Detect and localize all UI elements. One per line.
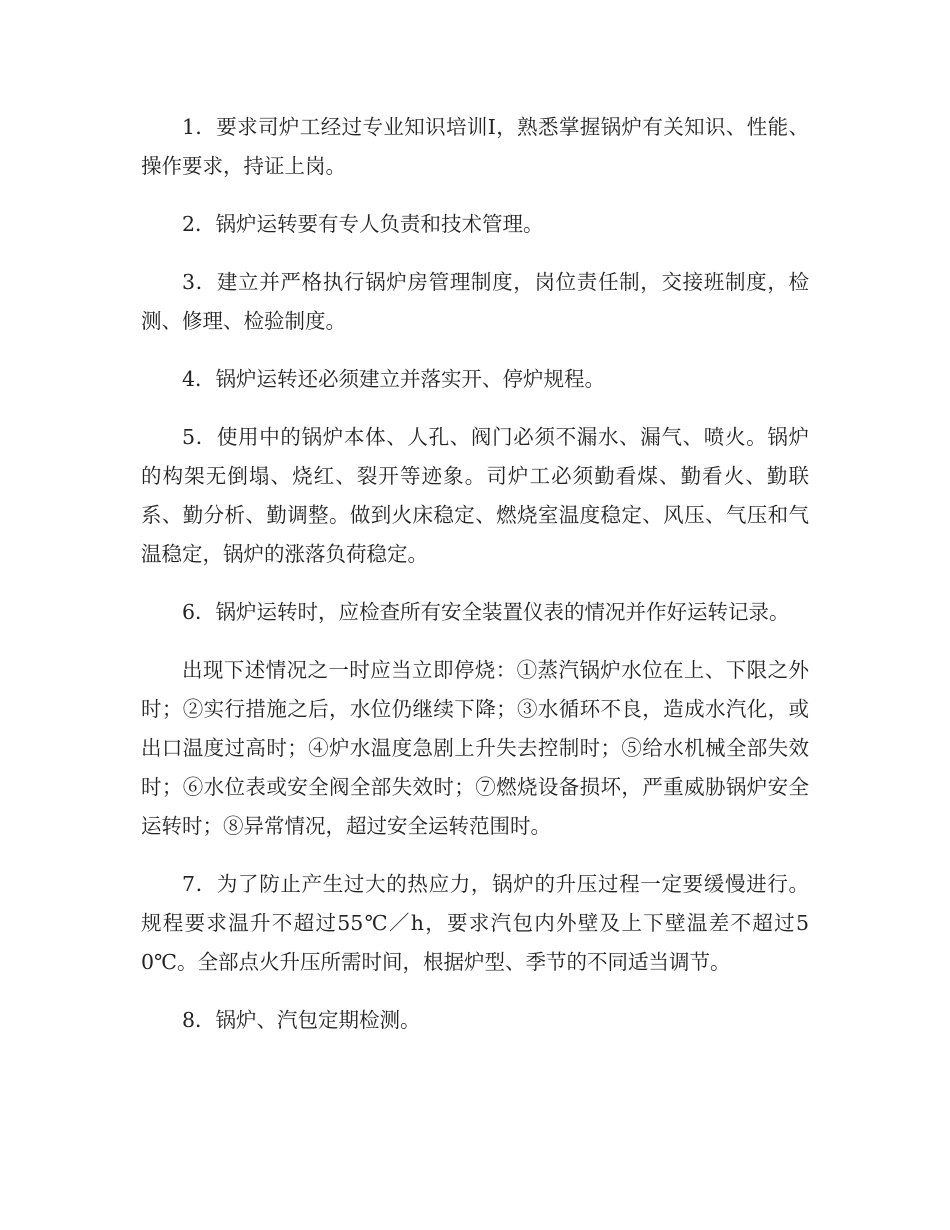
paragraph-3: 3．建立并严格执行锅炉房管理制度，岗位责任制，交接班制度，检测、修理、检验制度。	[141, 270, 809, 333]
paragraph-5: 5．使用中的锅炉本体、人孔、阀门必须不漏水、漏气、喷火。锅炉的构架无倒塌、烧红、裂开等迹象。司炉工必须勤看煤、勤看火、勤联系、勤分析、勤调整。做到火床稳定、燃烧室温度稳定、风压、气压和气温稳定，锅炉的涨落负荷稳定。	[141, 425, 809, 566]
paragraph-2: 2．锅炉运转要有专人负责和技术管理。	[182, 212, 544, 236]
paragraph-8: 8．锅炉、汽包定期检测。	[182, 1008, 421, 1032]
paragraph-4: 4．锅炉运转还必须建立并落实开、停炉规程。	[182, 367, 606, 391]
paragraph-6: 6．锅炉运转时，应检查所有安全装置仪表的情况并作好运转记录。	[182, 600, 790, 624]
paragraph-7: 7．为了防止产生过大的热应力，锅炉的升压过程一定要缓慢进行。规程要求温升不超过55℃／h，要求汽包内外壁及上下壁温差不超过50℃。全部点火升压所需时间，根据炉型、季节的不同适当调节。	[141, 872, 809, 974]
document-body	[141, 108, 809, 1040]
paragraph-1: 1．要求司炉工经过专业知识培训Ⅰ，熟悉掌握锅炉有关知识、性能、操作要求，持证上岗。	[141, 115, 809, 178]
paragraph-shutdown-conditions: 出现下述情况之一时应当立即停烧：①蒸汽锅炉水位在上、下限之外时；②实行措施之后，水位仍继续下降；③水循环不良，造成水汽化，或出口温度过高时；④炉水温度急剧上升失去控制时；⑤给水机械全部失效时；⑥水位表或安全阀全部失效时；⑦燃烧设备损坏，严重威胁锅炉安全运转时；⑧异常情况，超过安全运转范围时。	[141, 658, 809, 838]
